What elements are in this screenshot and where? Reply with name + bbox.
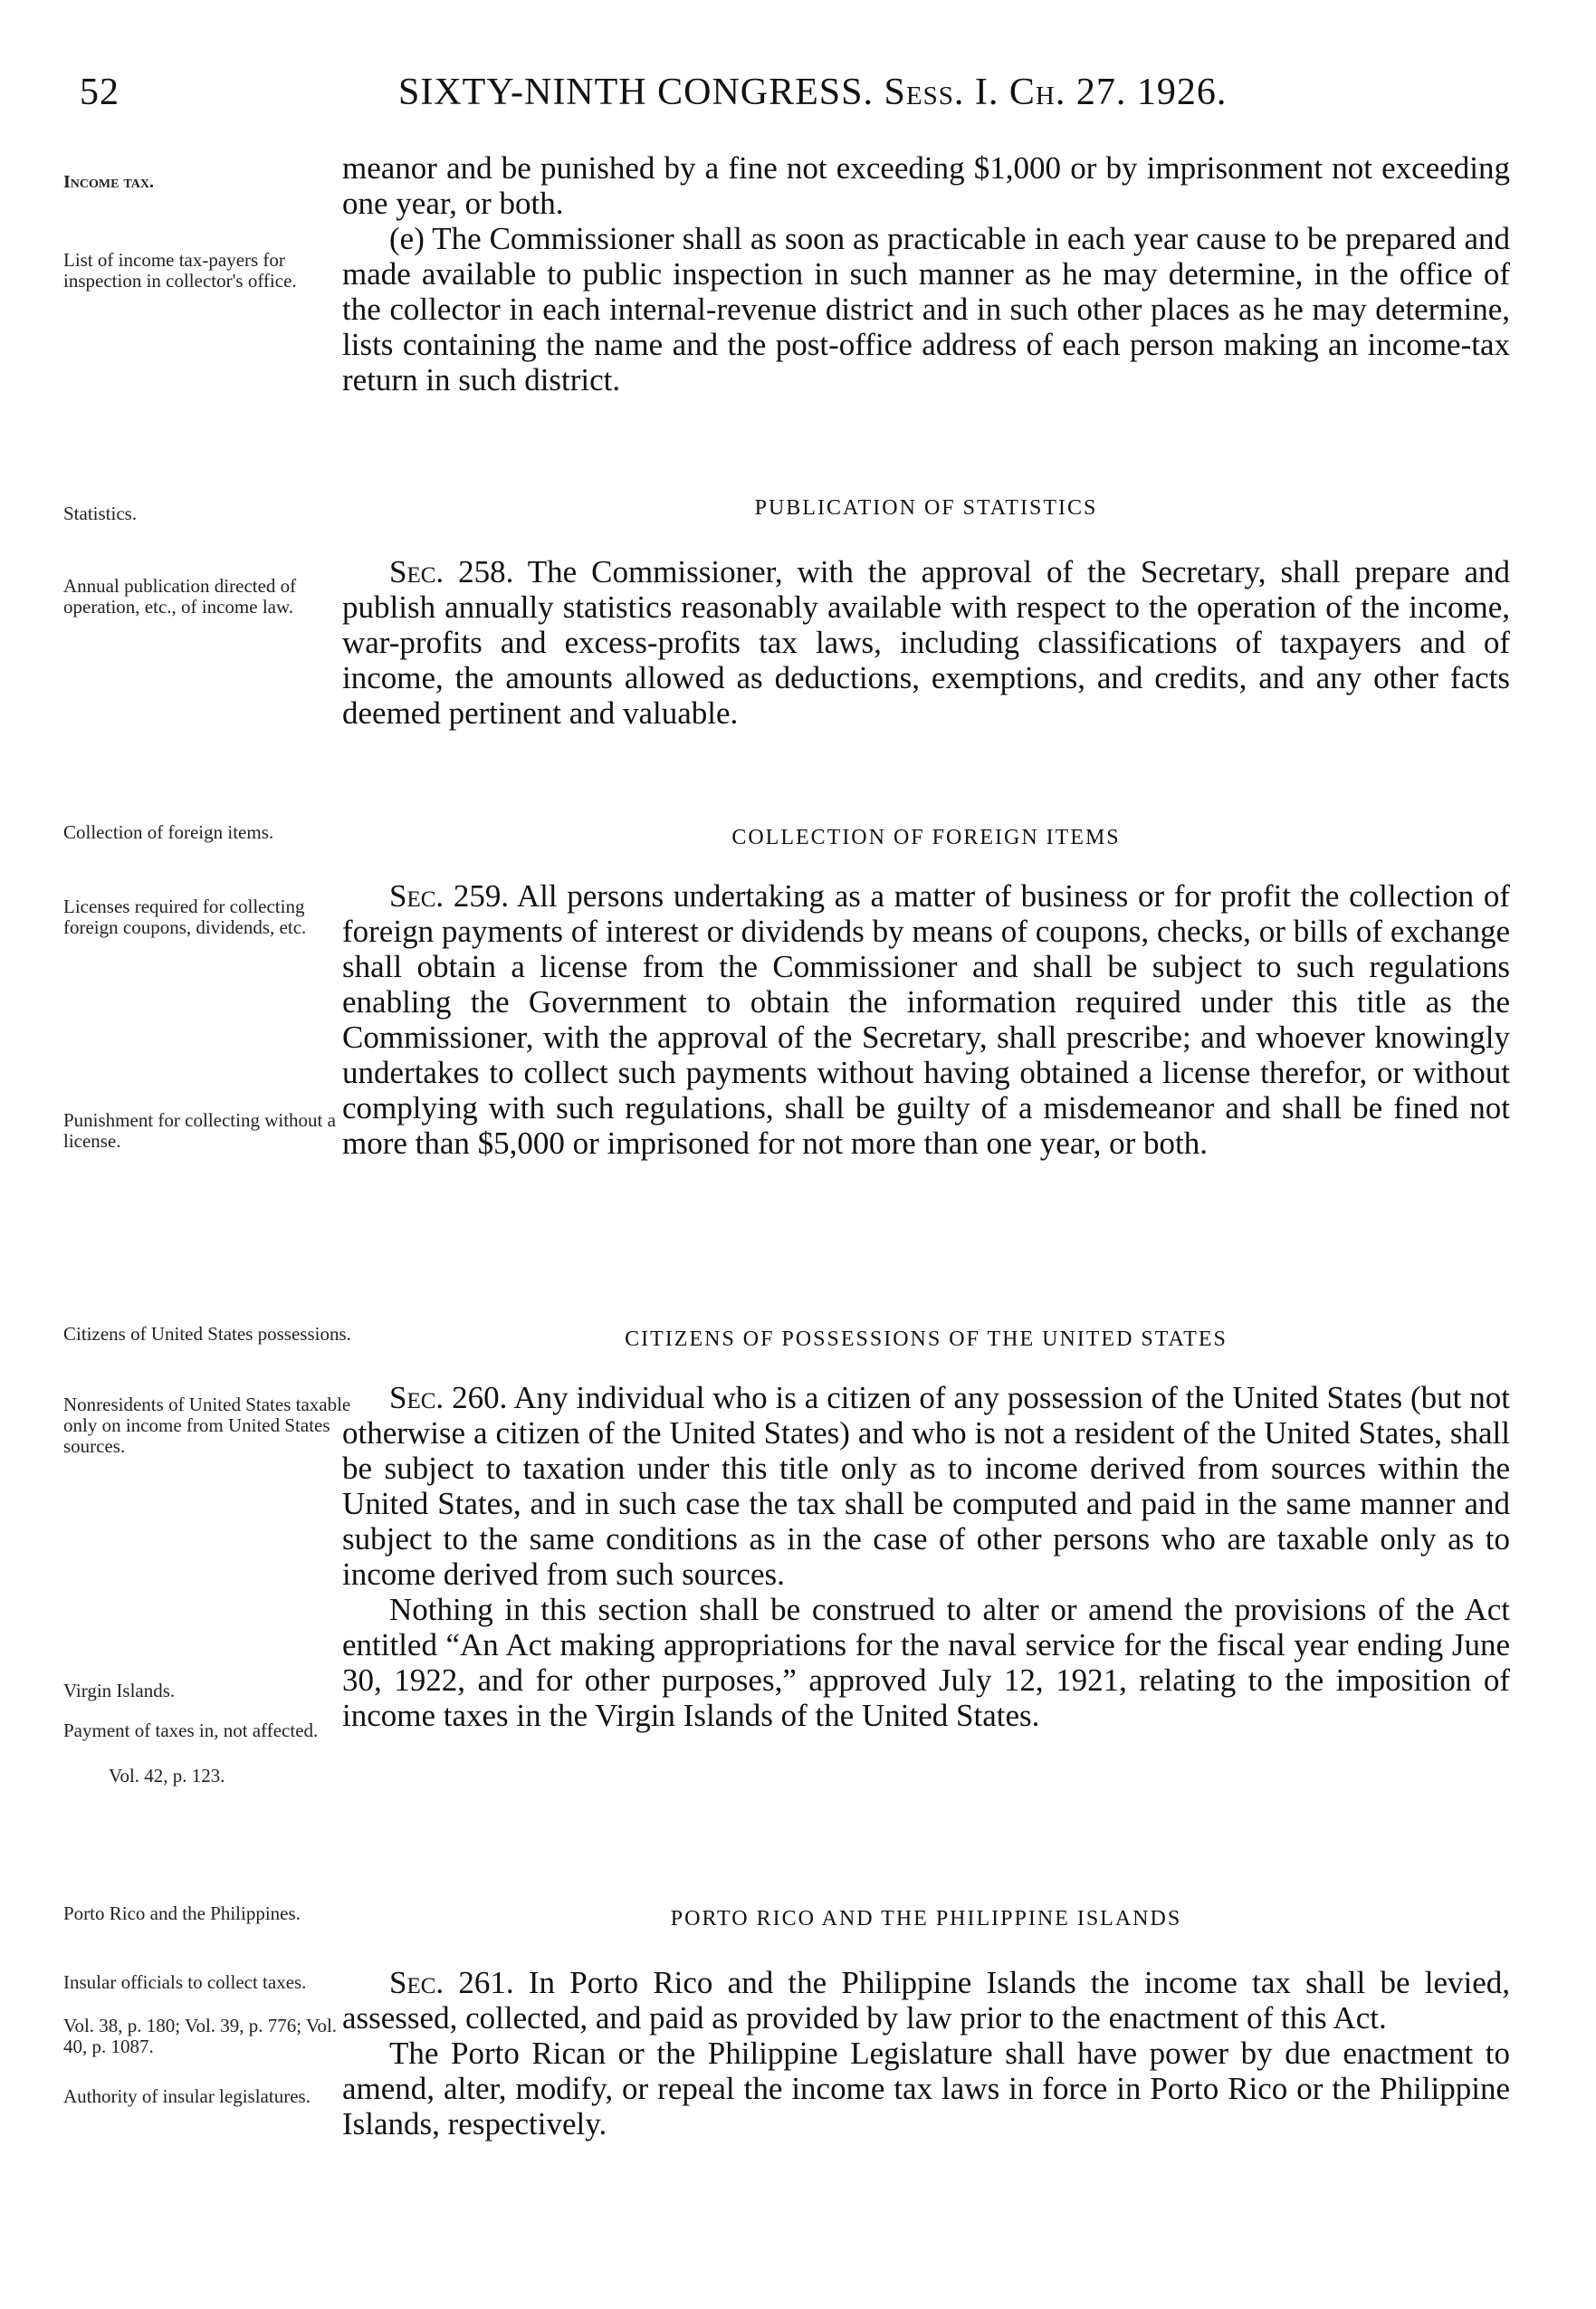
margin-note-collection-foreign: Collection of foreign items.: [63, 821, 274, 843]
section-259-label: Sec. 259.: [389, 878, 510, 914]
margin-note-licenses-required: Licenses required for collecting foreign coupons, dividends, etc.: [63, 896, 307, 938]
heading-publication-statistics: PUBLICATION OF STATISTICS: [754, 496, 1098, 520]
running-title: SIXTY-NINTH CONGRESS.: [398, 72, 874, 113]
section-258-block: [342, 554, 1510, 731]
margin-note-income-tax: Income tax.: [63, 172, 154, 192]
section-260-label: Sec. 260.: [389, 1380, 508, 1415]
year-label: 1926.: [1136, 72, 1228, 113]
margin-note-authority-insular: Authority of insular legislatures.: [63, 2085, 311, 2107]
margin-note-nonresidents: Nonresidents of United States taxable only on income from United States sources.: [63, 1394, 351, 1457]
section-259-text: All persons undertaking as a matter of business or for profit the collection of foreign payments of interest or dividends by means of coupons, checks, or bills of exchange shall obtain a license from the Commissioner and shall be subject to such regulations enabling the Government to obtain the information required under this title as the Commissioner, with the approval of the Secretary, shall prescribe; and whoever knowingly undertakes to collect such payments without having obtained a license therefor, or without complying with such regulations, shall be guilty of a misdemeanor and shall be fined not more than $5,000 or imprisoned for not more than one year, or both.: [342, 878, 1510, 1161]
margin-note-statistics: Statistics.: [63, 503, 138, 524]
page-number: 52: [80, 72, 119, 113]
paragraph-misdemeanor: meanor and be punished by a fine not exceeding $1,000 or by imprisonment not exceeding one year, or both.: [342, 150, 1510, 221]
section-e-block: [342, 150, 1510, 398]
section-261-text: In Porto Rico and the Philippine Islands the income tax shall be levied, assessed, collected, and paid as provided by law prior to the enactment of this Act.: [342, 1965, 1510, 2036]
margin-note-punishment: Punishment for collecting without a license.: [63, 1109, 336, 1152]
heading-citizens-possessions: CITIZENS OF POSSESSIONS OF THE UNITED STATES: [625, 1327, 1228, 1351]
section-259-block: [342, 878, 1510, 1161]
section-260-text: Any individual who is a citizen of any possession of the United States (but not otherwise a citizen of the United States) and who is not a resident of the United States, shall be subject to taxation under this title only as to income derived from sources within the United States, and in such case the tax shall be computed and paid in the same manner and subject to the same conditions as in the case of other persons who are taxable only as to income derived from such sources.: [342, 1380, 1510, 1592]
margin-note-vol42: Vol. 42, p. 123.: [109, 1765, 225, 1787]
section-261-block: [342, 1965, 1510, 2141]
running-header: [398, 71, 1227, 114]
margin-note-payment-taxes: Payment of taxes in, not affected.: [63, 1720, 319, 1741]
margin-note-list-inspection: List of income tax-payers for inspection in collector's office.: [63, 249, 297, 292]
section-260-block: [342, 1380, 1510, 1733]
session-label: Sess. I.: [884, 72, 999, 113]
section-260-paragraph-2: Nothing in this section shall be construed to alter or amend the provisions of the Act entitled “An Act making appropriations for the naval service for the fiscal year ending June 30, 1922, and for other purposes,” approved July 12, 1921, relating to the imposition of income taxes in the Virgin Islands of the United States.: [342, 1592, 1510, 1733]
section-258-text: The Commissioner, with the approval of the Secretary, shall prepare and publish annually statistics reasonably available with respect to the operation of the income, war-profits and excess-profits tax laws, including classifications of taxpayers and of income, the amounts allowed as deductions, exemptions, and credits, and any other facts deemed pertinent and valuable.: [342, 554, 1510, 731]
margin-note-insular-officials: Insular officials to collect taxes.: [63, 1971, 307, 1993]
margin-note-virgin-islands: Virgin Islands.: [63, 1680, 176, 1701]
paragraph-subsection-e: (e) The Commissioner shall as soon as practicable in each year cause to be prepared and made available to public inspection in such manner as he may determine, in the office of the collector in each internal-revenue district and in such other places as he may determine, lists containing the name and the post-office address of each person making an income-tax return in such district.: [342, 221, 1510, 398]
margin-note-porto-rico: Porto Rico and the Philippines.: [63, 1902, 301, 1924]
margin-note-vol-refs: Vol. 38, p. 180; Vol. 39, p. 776; Vol. 40, p. 1087.: [63, 2015, 338, 2057]
section-261-label: Sec. 261.: [389, 1965, 514, 2000]
heading-porto-rico-philippine: PORTO RICO AND THE PHILIPPINE ISLANDS: [670, 1907, 1182, 1931]
margin-note-citizens-possessions: Citizens of United States possessions.: [63, 1323, 351, 1345]
margin-note-annual-publication: Annual publication directed of operation, etc., of income law.: [63, 575, 297, 618]
section-258-label: Sec. 258.: [389, 554, 514, 589]
chapter-label: Ch. 27.: [1008, 72, 1127, 113]
section-261-paragraph-2: The Porto Rican or the Philippine Legislature shall have power by due enactment to amend, alter, modify, or repeal the income tax laws in force in Porto Rico or the Philippine Islands, respectively.: [342, 2036, 1510, 2141]
heading-collection-foreign-items: COLLECTION OF FOREIGN ITEMS: [731, 826, 1121, 849]
